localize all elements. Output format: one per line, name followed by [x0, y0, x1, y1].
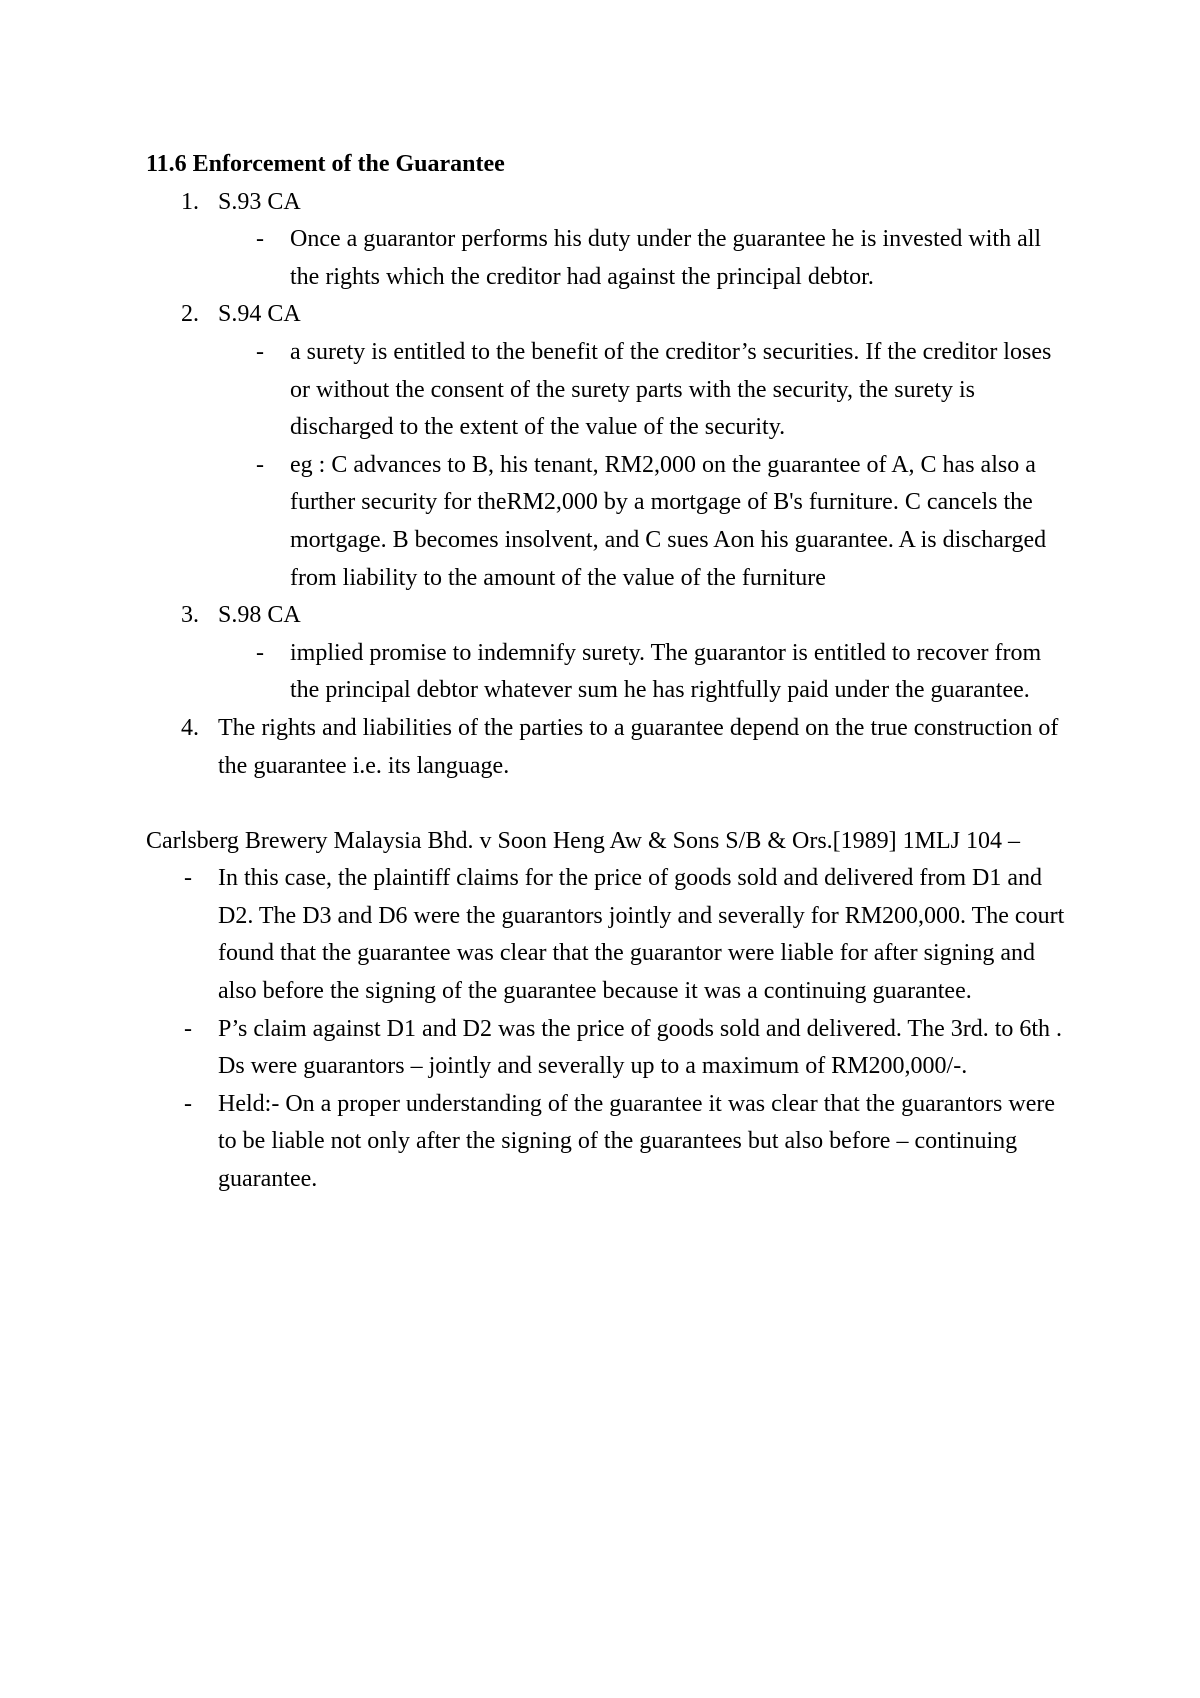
point-text: Once a guarantor performs his duty under the guarantee he is invested with all the rights which the creditor had against the principal debtor.	[290, 226, 1042, 290]
section-number: 4.	[181, 714, 199, 741]
section-title: The rights and liabilities of the parties to a guarantee depend on the true construction of the guarantee i.e. its language.	[218, 714, 1059, 779]
document-content	[146, 146, 1076, 1199]
dash-bullet: -	[256, 639, 264, 666]
section-heading: 11.6 Enforcement of the Guarantee	[146, 151, 505, 177]
list-item	[146, 1086, 1076, 1199]
case-block	[146, 823, 1076, 1199]
list-item	[146, 860, 1076, 1010]
section-title: S.93 CA	[218, 188, 301, 215]
list-item	[218, 334, 1076, 447]
point-text: a surety is entitled to the benefit of the creditor’s securities. If the creditor loses or without the consent of the surety parts with the security, the surety is discharged to the extent of the value of the security.	[290, 338, 1052, 441]
dash-bullet: -	[184, 1015, 192, 1042]
section-points	[218, 221, 1076, 296]
section-item	[146, 710, 1076, 785]
section-title: S.98 CA	[218, 602, 301, 629]
case-points	[146, 860, 1076, 1198]
point-text: P’s claim against D1 and D2 was the price of goods sold and delivered. The 3rd. to 6th . Ds were guarantors – jointly and severally up to a maximum of RM200,000/-.	[218, 1015, 1063, 1080]
section-number: 3.	[181, 602, 199, 629]
list-item	[218, 447, 1076, 597]
section-points	[218, 334, 1076, 597]
dash-bullet: -	[256, 451, 264, 478]
point-text: In this case, the plaintiff claims for the price of goods sold and delivered from D1 and D2. The D3 and D6 were the guarantors jointly and severally for RM200,000. The court found that the guarantee was clear that the guarantor were liable for after signing and also before the signing of the guarantee because it was a continuing guarantee.	[218, 865, 1065, 1005]
point-text: implied promise to indemnify surety. The guarantor is entitled to recover from the principal debtor whatever sum he has rightfully paid under the guarantee.	[290, 639, 1042, 704]
section-item	[146, 296, 1076, 597]
section-list	[146, 184, 1076, 786]
list-item	[218, 221, 1076, 296]
dash-bullet: -	[184, 865, 192, 892]
section-number: 2.	[181, 301, 199, 328]
section-item	[146, 184, 1076, 297]
dash-bullet: -	[256, 226, 264, 253]
point-text: Held:- On a proper understanding of the guarantee it was clear that the guarantors were to be liable not only after the signing of the guarantees but also before – continuing guarantee.	[218, 1090, 1055, 1193]
section-number: 1.	[181, 188, 199, 215]
section-title: S.94 CA	[218, 301, 301, 328]
point-text: eg : C advances to B, his tenant, RM2,000 on the guarantee of A, C has also a further security for theRM2,000 by a mortgage of B's furniture. C cancels the mortgage. B becomes insolvent, and C sues Aon his guarantee. A is discharged from liability to the amount of the value of the furniture	[290, 451, 1047, 591]
section-item	[146, 597, 1076, 710]
dash-bullet: -	[256, 338, 264, 365]
dash-bullet: -	[184, 1090, 192, 1117]
list-item	[218, 635, 1076, 710]
section-points	[218, 635, 1076, 710]
case-citation: Carlsberg Brewery Malaysia Bhd. v Soon Heng Aw & Sons S/B & Ors.[1989] 1MLJ 104 –	[146, 827, 1020, 854]
list-item	[146, 1011, 1076, 1086]
